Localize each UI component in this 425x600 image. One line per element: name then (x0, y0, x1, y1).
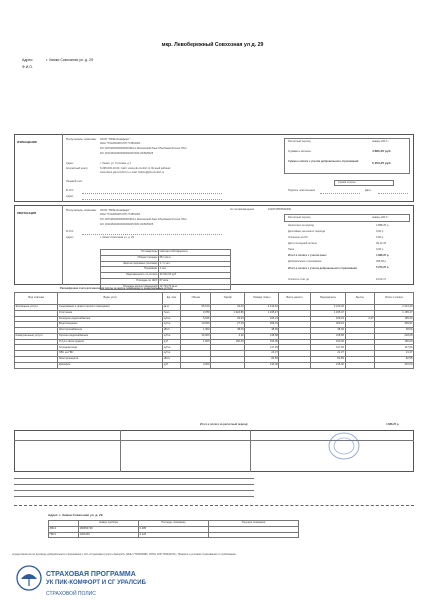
services-cell: 82,55 (311, 357, 345, 363)
info-label: Тип квартиры (101, 250, 159, 256)
right-row-value: 4 888,25 р. (376, 224, 389, 227)
right-row-value: 10.02.17 (376, 278, 387, 281)
footer-note: осуществляется по договору добровольного страхования с АО «Страховая группа «Уралсиб» (ИНН 7703032986, ОГРН 1027739022371). Правила и условия страхования по требованию... (12, 553, 238, 556)
info-value: 33 042,00 руб. (159, 273, 231, 279)
info-label: Проживает (101, 267, 159, 273)
services-cell: Гкал (163, 310, 181, 316)
services-header-cell: Перерасчеты (311, 293, 345, 305)
notice-section-label: ИЗВЕЩЕНИЕ (17, 140, 38, 144)
contacts-line-2 (14, 484, 254, 485)
services-cell: Домофон (58, 362, 163, 368)
notice-payer-label: Подпись плательщика (288, 189, 315, 192)
services-cell: Электроэнергия (58, 357, 163, 363)
services-cell: 269,91 (245, 322, 279, 328)
services-cell: Водоотведение (58, 322, 163, 328)
right-row-value: 4 888,25 р. (376, 254, 390, 257)
services-cell: 21,37 (311, 351, 345, 357)
services-cell: 0,27 (345, 316, 375, 322)
notice-sum-ins-value: 5 253,25 руб. (372, 161, 392, 165)
services-cell: Холодное водоснабжение (58, 316, 163, 322)
info-label: Общая площадь (101, 255, 159, 261)
services-header-cell: Тариф (211, 293, 245, 305)
right-row-label: Оплачено на ЛС (288, 236, 308, 239)
page-title: мкр. Левобережный Совхозная ул д. 29 (161, 42, 264, 48)
services-cell: 117,06 (245, 345, 279, 351)
services-cell: 38,06 (245, 328, 279, 334)
services-header-cell: Всего начисл. (279, 293, 311, 305)
services-cell: Жилищные услуги (15, 305, 58, 311)
stamp-icon (327, 431, 361, 461)
notice-addr2-label: Адрес (66, 195, 74, 198)
services-cell: 269,91 (311, 322, 345, 328)
receipt-meter-no-label: № счета/извещения (230, 208, 255, 211)
services-cell: 4,20 (211, 333, 245, 339)
services-cell: руб. (163, 339, 181, 345)
services-cell: ХВС на ГВС (58, 351, 163, 357)
services-cell: кВт/ч (163, 328, 181, 334)
right-row-value: 0,00 р. (376, 248, 384, 251)
right-row-value: 0,00 р. (376, 230, 384, 233)
info-value: 12 734,70 кв.м. (159, 284, 231, 290)
notice-inn: ИНН 7701208190 КПП 772801001 (100, 142, 141, 145)
services-table (14, 292, 414, 369)
contacts-line-3 (14, 490, 254, 491)
right-row-value: 0,00 р. (376, 236, 384, 239)
info-label: Задолженность по оплате (101, 273, 159, 279)
services-cell: 0,789 (181, 310, 211, 316)
services-cell: 2 213,40 (375, 305, 414, 311)
services-cell: Коммунальные услуги (15, 333, 58, 339)
notice-divider (62, 134, 63, 202)
services-header-cell: Размер платы (245, 293, 279, 305)
meters-header-cell: Номер прибора (79, 521, 139, 527)
services-cell: Содержание и ремонт жилого помещения (58, 305, 163, 311)
services-cell: 269,91 (375, 322, 414, 328)
notice-fio-line (82, 193, 222, 194)
services-total-value: 4 888,25 р. (386, 423, 400, 426)
services-cell: 150,00 (311, 339, 345, 345)
meters-cell: 0,285 (139, 526, 209, 532)
right-row-value: 5 253,25 р. (376, 266, 390, 269)
services-cell: Холодная вода (58, 345, 163, 351)
receipt-inn: ИНН 7701208190 КПП 772801001 (100, 213, 141, 216)
right-row-label: Долг/аванс на начало периода (288, 230, 326, 233)
insurance-title: СТРАХОВАЯ ПРОГРАММА (46, 571, 136, 578)
notice-site: www.client.pik-comfort.ru e-mail: hotline@pik-comfort.ru (100, 171, 165, 174)
insurance-subtitle: УК ПИК-КОМФОРТ И СГ УРАЛСИБ (46, 580, 146, 586)
right-row-label: Итого к оплате с учетом добровольного страхования (288, 267, 357, 270)
info-value: 65,1 кв.м. (159, 255, 231, 261)
notice-payee: ООО "ПИК-Комфорт" (100, 137, 131, 141)
services-cell: 150,00 (375, 339, 414, 345)
services-cell: 165,24 (245, 316, 279, 322)
services-cell: 215,00 (311, 362, 345, 368)
services-cell: 38,06 (211, 328, 245, 334)
right-row-label: Итого к оплате с учетом пени: (288, 254, 327, 257)
notice-bank: К/С 30101810400000000225 БИК 044525225 (100, 152, 154, 155)
notice-period-value: январь 2017 г. (372, 140, 389, 143)
receipt-meter-no: 1026715509902000 (268, 208, 292, 211)
services-cell: 27,45 (211, 322, 245, 328)
meters-table (48, 520, 299, 538)
notice-paid-label: Сумма оплаты (338, 180, 356, 184)
services-cell: 3,000 (181, 362, 211, 368)
services-cell: 218,68 (245, 333, 279, 339)
services-cell: 40,000 (181, 333, 211, 339)
meters-cell: 180654728 (79, 526, 139, 532)
services-cell: 117,06 (311, 345, 345, 351)
meters-cell: ХВС1 (49, 526, 79, 532)
services-cell: 34,00 (211, 305, 245, 311)
notice-sum-ins-label: Сумма к оплате с учетом добровольного страхования: (288, 160, 359, 163)
notice-account: Р/С 40702810000000000364 в Московский банк Сбербанка России ПАО (100, 147, 187, 150)
notice-date-line (378, 193, 408, 194)
services-cell: 38,06 (375, 328, 414, 334)
services-cell: 1 924,86 (211, 310, 245, 316)
right-row-label: Дата последней оплаты (288, 242, 317, 245)
services-cell: Горячее водоснабжение (58, 333, 163, 339)
services-cell: 1 165,47 (375, 310, 414, 316)
right-row-label: Добровольное страхование (288, 260, 322, 263)
notice-period-label: Расчетный период: (288, 140, 312, 143)
notice-personal-account-label: Лицевой счет: (66, 180, 83, 183)
services-cell: куб.м (163, 322, 181, 328)
services-cell: кВт/ч (163, 357, 181, 363)
services-cell: 1,450 (181, 328, 211, 334)
info-value: 1 чел. (159, 267, 231, 273)
receipt-section-label: КВИТАНЦИЯ (17, 211, 37, 215)
receipt-addr-label: Адрес (66, 236, 74, 239)
services-cell: 150,00 (245, 339, 279, 345)
counters-vline-2 (250, 430, 251, 472)
counters-vline-1 (120, 430, 121, 472)
services-header-cell: Ед. изм. (163, 293, 181, 305)
notice-payee-label: Получатель платежа (66, 137, 96, 141)
services-header-cell: Объем (181, 293, 211, 305)
services-cell: 218,68 (311, 333, 345, 339)
services-cell: Отопление (58, 310, 163, 316)
info-value: 1 / 1 чел. (159, 261, 231, 267)
services-caption: Расшифровка счета для внесения платы за жилое помещение и коммунальные услуги (60, 287, 173, 290)
right-row-label: Начислено за период (288, 224, 314, 227)
services-cell (211, 362, 245, 368)
services-cell: Электроснабжение (58, 328, 163, 334)
receipt-payee: ООО "ПИК-Комфорт" (100, 208, 131, 212)
services-total-label: Итого к оплате за расчетный период: (200, 423, 249, 426)
services-cell: 33,03 (211, 316, 245, 322)
meter-reading-input (209, 532, 299, 538)
notice-address-label: Адрес (66, 162, 74, 165)
receipt-period-value: январь 2017 г. (372, 215, 389, 219)
meters-title: Адрес: г. Химки Совхозная ул. д. 29 (48, 513, 103, 517)
contacts-line-4 (14, 496, 254, 497)
services-cell: 5,026 (181, 316, 211, 322)
meters-header-cell: Текущие показания (209, 521, 299, 527)
receipt-info-table (100, 249, 231, 290)
services-header-cell: Итого к оплате (375, 293, 414, 305)
services-cell: 165,24 (375, 316, 414, 322)
address-label: Адрес: (22, 58, 34, 62)
services-cell: 215,00 (245, 362, 279, 368)
contacts-line-1 (14, 478, 254, 479)
services-cell: кв.м (163, 305, 181, 311)
address-value: г. Химки Совхозная ул. д. 29 (46, 58, 94, 62)
receipt-divider (62, 205, 63, 285)
services-cell: 165,24 (311, 316, 345, 322)
info-value: Частная собственность (159, 250, 231, 256)
notice-payer-line (320, 193, 360, 194)
info-label: Площадь по ЖКУ (101, 278, 159, 284)
receipt-address: г. Химки Совхозная ул. д. 29 (100, 236, 134, 239)
notice-sum-label: Сумма к оплате: (288, 149, 312, 153)
right-row-value: 365,00 р. (376, 260, 387, 263)
info-label: Площадь жилых помещений (101, 284, 159, 290)
services-cell: 2 213,40 (311, 305, 345, 311)
services-cell: 2 213,40 (245, 305, 279, 311)
table-row (49, 532, 299, 538)
umbrella-logo-icon (16, 565, 42, 591)
receipt-payee-label: Получатель платежа (66, 208, 96, 212)
services-cell (279, 362, 311, 368)
notice-phone: 8-495-649-10-03, Сайт: www.pik-comfort.ru Личный кабинет: (100, 167, 172, 170)
services-cell (15, 362, 58, 368)
services-cell: 1,000 (181, 339, 211, 345)
notice-date-label: Дата (365, 189, 371, 192)
receipt-fio-line (82, 234, 222, 235)
insurance-mark: СТРАХОВОЙ ПОЛИС (46, 591, 96, 597)
meters-header-cell: Последн. показание (139, 521, 209, 527)
services-cell: 1 165,47 (245, 310, 279, 316)
services-cell: 150,00 (211, 339, 245, 345)
services-cell: куб.м (163, 333, 181, 339)
services-cell: 65,100 (181, 305, 211, 311)
services-cell: 38,06 (311, 328, 345, 334)
services-cell: 82,55 (245, 357, 279, 363)
services-cell (345, 362, 375, 368)
services-cell: Услуги связи (радио) (58, 339, 163, 345)
services-cell: 10,000 (181, 322, 211, 328)
services-cell: куб.м (163, 345, 181, 351)
meters-cell: 3,126 (139, 532, 209, 538)
right-row-label: Пени (288, 248, 295, 251)
meters-cell: 1001209 (79, 532, 139, 538)
services-cell: куб.м (163, 351, 181, 357)
info-value: 67 кв.м. (159, 278, 231, 284)
services-header-cell: Виды услуг (58, 293, 163, 305)
services-cell: 21,37 (245, 351, 279, 357)
receipt-account: Р/С 40702810000000000364 в Московский банк Сбербанка России ПАО (100, 218, 187, 221)
receipt-fio-label: Ф.И.О. (66, 230, 75, 233)
services-header-cell: Льготы (345, 293, 375, 305)
services-cell: руб. (163, 362, 181, 368)
services-cell: 218,68 (375, 333, 414, 339)
fio-label: Ф.И.О. (22, 65, 34, 69)
right-row-label: Оплатить счет до (288, 278, 310, 281)
services-cell: 1 165,47 (311, 310, 345, 316)
notice-addr2-line (82, 199, 222, 200)
receipt-bank: К/С 30101810400000000225 БИК 044525225 (100, 223, 154, 226)
notice-address: г. Химки, ул. Гоголева, д.7 (100, 162, 132, 165)
table-row (15, 362, 414, 368)
services-cell: куб.м (163, 316, 181, 322)
notice-contact-label: Контактный центр (66, 167, 88, 170)
right-row-value: 09.12.16 (376, 242, 387, 245)
cut-line (14, 505, 414, 506)
services-header-cell: Вид платежа (15, 293, 58, 305)
notice-fio-label: Ф.И.О. (66, 189, 75, 192)
services-cell: 215,00 (375, 362, 414, 368)
meters-cell: ГВС1 (49, 532, 79, 538)
services-cell: 21,37 (375, 351, 414, 357)
services-cell: 117,06 (375, 345, 414, 351)
info-label: Зарегистрировано (человек) (101, 261, 159, 267)
receipt-period-label: Расчетный период (288, 215, 311, 219)
notice-sum-value: 4 880,25 руб. (372, 149, 392, 153)
services-cell: 82,55 (375, 357, 414, 363)
